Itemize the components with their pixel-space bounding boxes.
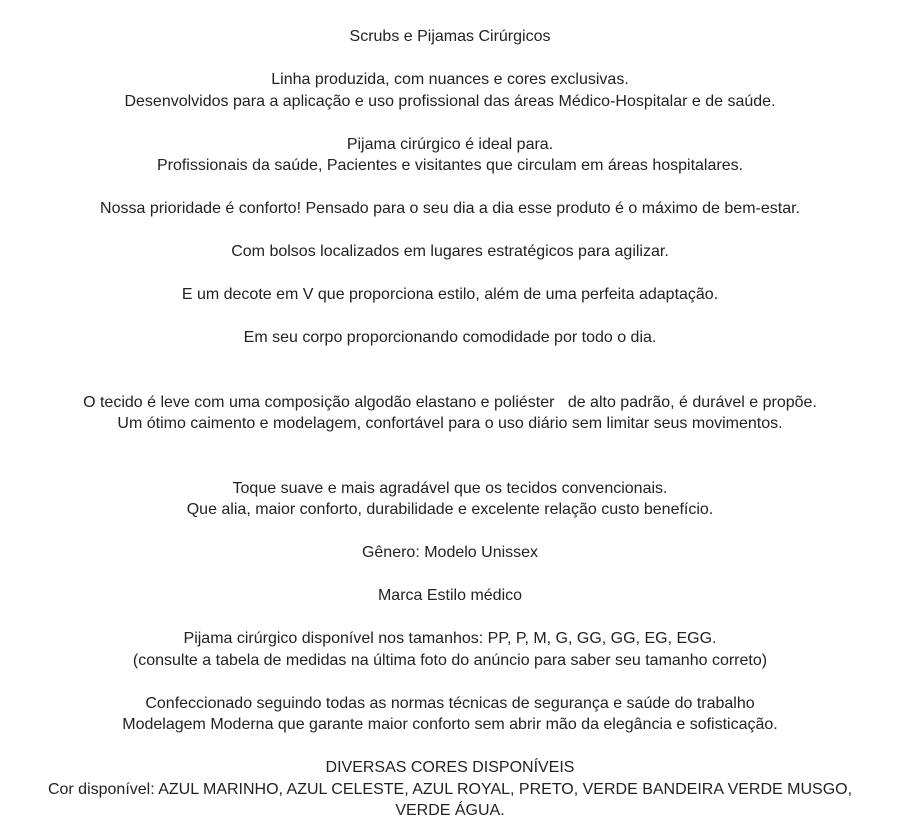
text-line: Com bolsos localizados em lugares estratégicos para agilizar.: [231, 243, 669, 260]
blank-line: [0, 177, 900, 199]
blank-line: [0, 220, 900, 242]
text-line: Cor disponível: AZUL MARINHO, AZUL CELESTE, AZUL ROYAL, PRETO, VERDE BANDEIRA VERDE MUSGO,: [47, 780, 853, 798]
text-line: Marca Estilo médico: [377, 587, 523, 604]
text-line: (consulte a tabela de medidas na última foto do anúncio para saber seu tamanho correto): [132, 651, 768, 669]
text-line: Profissionais da saúde, Pacientes e visitantes que circulam em áreas hospitalares.: [156, 157, 744, 174]
description-lines: [0, 26, 900, 822]
text-line: DIVERSAS CORES DISPONÍVEIS: [325, 759, 575, 776]
document-title-line: Scrubs e Pijamas Cirúrgicos: [349, 28, 551, 45]
blank-line: [0, 607, 900, 629]
text-line: Linha produzida, com nuances e cores exclusivas.: [271, 71, 629, 88]
blank-line: [0, 370, 900, 392]
blank-line: [0, 306, 900, 328]
text-line: Que alia, maior conforto, durabilidade e excelente relação custo benefício.: [186, 501, 714, 518]
blank-line: [0, 521, 900, 543]
text-line: Pijama cirúrgico disponível nos tamanhos: PP, P, M, G, GG, GG, EG, EGG.: [183, 630, 717, 647]
blank-line: [0, 48, 900, 70]
blank-line: [0, 263, 900, 285]
text-line: Um ótimo caimento e modelagem, confortável para o uso diário sem limitar seus movimentos.: [117, 415, 783, 432]
text-line: Gênero: Modelo Unissex: [361, 544, 539, 561]
text-line: Desenvolvidos para a aplicação e uso profissional das áreas Médico-Hospitalar e de saúde.: [124, 92, 776, 110]
blank-line: [0, 564, 900, 586]
text-line: Pijama cirúrgico é ideal para.: [346, 135, 554, 153]
text-line: VERDE ÁGUA.: [395, 802, 505, 819]
text-line: Modelagem Moderna que garante maior conforto sem abrir mão da elegância e sofisticação.: [122, 716, 778, 733]
blank-line: [0, 112, 900, 134]
blank-line: [0, 671, 900, 693]
text-line: O tecido é leve com uma composição algodão elastano e poliéster de alto padrão, é durável e propõe.: [83, 393, 817, 411]
blank-line: [0, 456, 900, 478]
text-line: Confeccionado seguindo todas as normas técnicas de segurança e saúde do trabalho: [145, 694, 755, 712]
blank-line: [0, 435, 900, 457]
text-line: Nossa prioridade é conforto! Pensado para o seu dia a dia esse produto é o máximo de bem-estar.: [100, 200, 800, 217]
blank-line: [0, 349, 900, 371]
text-line: Em seu corpo proporcionando comodidade por todo o dia.: [243, 329, 657, 346]
text-line: Toque suave e mais agradável que os tecidos convencionais.: [232, 479, 668, 497]
blank-line: [0, 736, 900, 758]
text-line: E um decote em V que proporciona estilo, além de uma perfeita adaptação.: [181, 286, 719, 303]
